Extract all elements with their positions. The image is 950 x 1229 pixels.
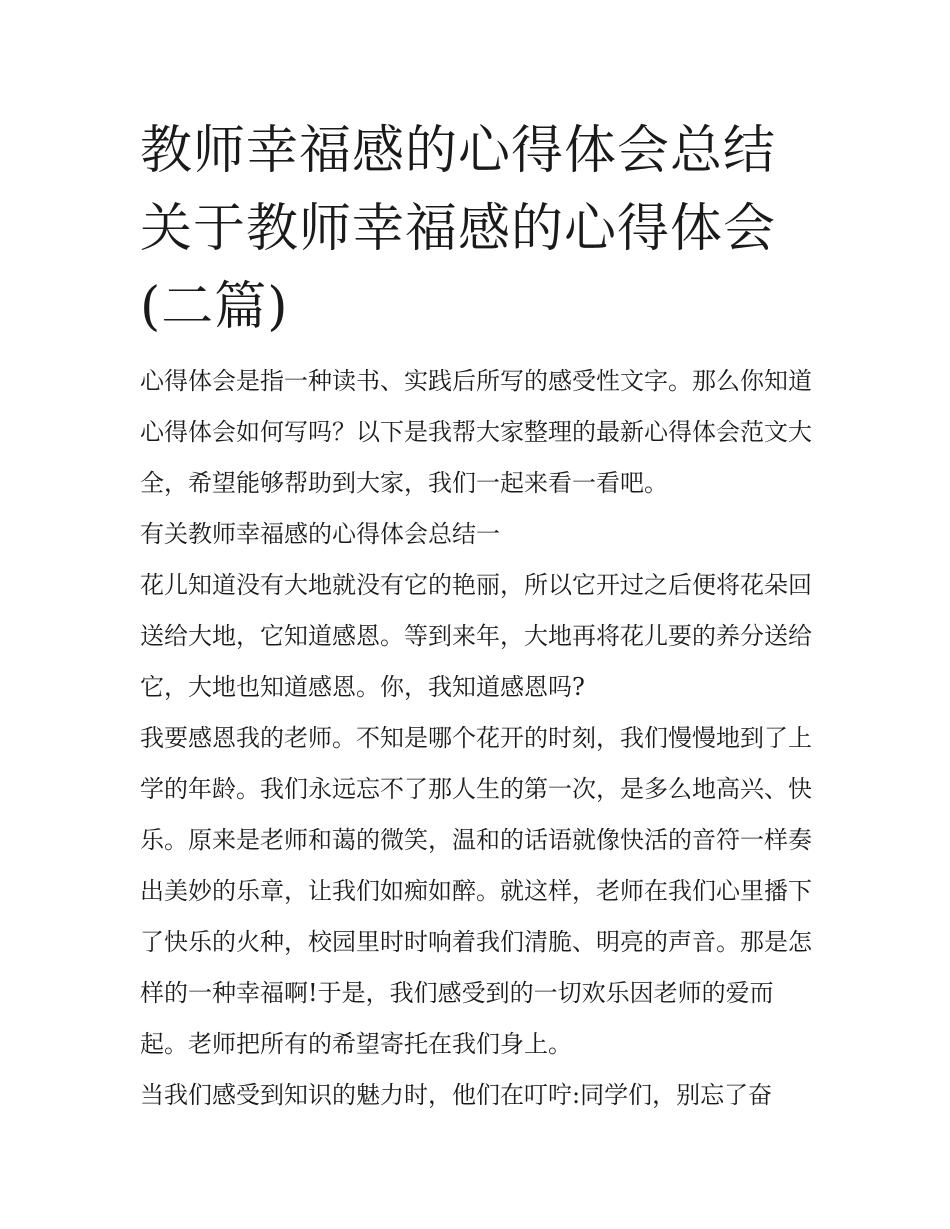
body-paragraph: 花儿知道没有大地就没有它的艳丽，所以它开过之后便将花朵回送给大地，它知道感恩。等到来年，大地再将花儿要的养分送给它，大地也知道感恩。你，我知道感恩吗?	[140, 571, 812, 701]
intro-paragraph: 心得体会是指一种读书、实践后所写的感受性文字。那么你知道心得体会如何写吗？以下是我帮大家整理的最新心得体会范文大全，希望能够帮助到大家，我们一起来看一看吧。	[140, 367, 812, 497]
body-paragraph: 当我们感受到知识的魅力时，他们在叮咛:同学们，别忘了奋	[140, 1081, 773, 1109]
document-body	[140, 356, 820, 1121]
document-title: 教师幸福感的心得体会总结 关于教师幸福感的心得体会(二篇)	[140, 121, 777, 337]
section-heading: 有关教师幸福感的心得体会总结一	[140, 520, 500, 548]
body-paragraph: 我要感恩我的老师。不知是哪个花开的时刻，我们慢慢地到了上学的年龄。我们永远忘不了那人生的第一次，是多么地高兴、快乐。原来是老师和蔼的微笑，温和的话语就像快活的音符一样奏出美妙的乐章，让我们如痴如醉。就这样，老师在我们心里播下了快乐的火种，校园里时时响着我们清脆、明亮的声音。那是怎样的一种幸福啊!于是，我们感受到的一切欢乐因老师的爱而起。老师把所有的希望寄托在我们身上。	[140, 724, 812, 1058]
